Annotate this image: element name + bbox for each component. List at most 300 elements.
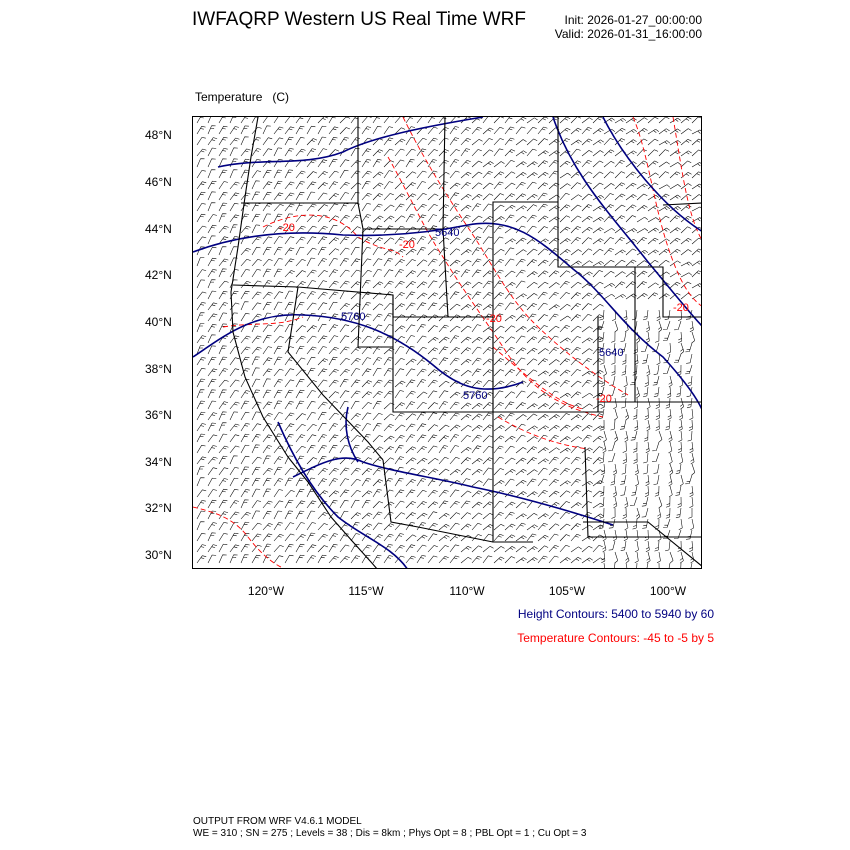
wind-barb (351, 227, 361, 233)
wind-barb (657, 354, 661, 365)
wind-barb (285, 117, 294, 123)
wind-barb (655, 541, 660, 551)
wind-barb (318, 402, 328, 409)
wind-barb (395, 149, 405, 156)
wind-barb (340, 556, 350, 563)
wind-barb (571, 457, 581, 464)
wind-barb (274, 467, 282, 475)
wind-barb (197, 467, 204, 475)
wind-barb (296, 226, 306, 233)
wind-barb (450, 160, 459, 168)
wind-barb (494, 237, 503, 244)
wind-barb (219, 137, 228, 145)
wind-barb (549, 347, 559, 354)
wind-barb (527, 534, 536, 541)
wind-barb (197, 237, 206, 244)
wind-barb (428, 469, 438, 475)
wind-barb (307, 523, 316, 531)
wind-barb (668, 409, 672, 420)
state-boundary (288, 287, 383, 460)
map-panel (192, 116, 702, 569)
wind-barb (494, 149, 503, 156)
wind-barb (384, 149, 394, 156)
lat-label-42: 42°N (145, 268, 172, 282)
wind-barb (373, 269, 382, 277)
wind-barb (538, 292, 548, 299)
wind-barb (417, 523, 426, 531)
wind-barb (659, 162, 670, 167)
wind-barb (549, 292, 559, 299)
wind-barb (274, 159, 283, 167)
wind-barb (450, 216, 460, 222)
wind-barb (274, 413, 283, 421)
wind-barb (614, 497, 617, 508)
wind-barb (692, 162, 702, 167)
wind-barb (252, 117, 260, 123)
wind-barb (615, 194, 625, 200)
wind-barb (428, 281, 437, 288)
wind-barb (373, 126, 382, 134)
wind-barb (241, 467, 249, 475)
wind-barb (582, 249, 592, 255)
wind-barb (656, 409, 660, 420)
wind-barb (643, 464, 648, 474)
wind-barb (527, 513, 537, 519)
wind-barb (667, 387, 671, 398)
wind-barb (472, 369, 481, 376)
wind-barb (395, 425, 405, 431)
wind-barb (406, 159, 415, 167)
wind-barb (549, 370, 559, 376)
wind-barb (428, 502, 438, 508)
wind-barb (241, 269, 250, 277)
wind-barb (252, 357, 260, 365)
wind-barb (406, 545, 415, 552)
wind-barb (494, 194, 504, 201)
wind-barb (351, 490, 361, 497)
wind-barb (516, 558, 527, 563)
wind-barb (624, 376, 628, 387)
wind-barb (230, 424, 239, 431)
wind-barb (252, 203, 260, 211)
wind-barb (645, 530, 649, 541)
wind-barb (483, 150, 493, 156)
wind-barb (505, 469, 516, 475)
wind-barb (450, 490, 459, 497)
wind-barb (601, 464, 605, 475)
wind-barb (296, 379, 304, 387)
wind-barb (593, 458, 603, 465)
wind-barb (461, 513, 471, 519)
wind-barb (329, 249, 339, 255)
wind-barb (274, 522, 283, 530)
wind-barb (461, 127, 471, 134)
wind-barb (527, 447, 537, 453)
wind-barb (230, 215, 239, 222)
wind-barb (263, 456, 271, 464)
wind-barb (307, 117, 316, 123)
wind-barb (296, 544, 304, 552)
wind-barb (362, 270, 372, 277)
wind-barb (329, 445, 337, 453)
wind-barb (307, 172, 317, 179)
wind-barb (439, 127, 449, 134)
wind-barb (560, 292, 570, 299)
wind-barb (593, 491, 603, 497)
wind-barb (428, 413, 437, 420)
temperature-contour-label: -20 (596, 393, 612, 405)
wind-barb (428, 370, 438, 376)
wind-barb (483, 556, 492, 563)
wind-barb (428, 204, 438, 211)
wind-barb (362, 381, 372, 388)
wind-barb (494, 182, 503, 189)
wind-barb (373, 248, 382, 256)
wind-barb (516, 348, 526, 354)
wind-barb (241, 181, 249, 189)
height-contour-legend: Height Contours: 5400 to 5940 by 60 (517, 607, 714, 621)
wind-barb (395, 139, 405, 145)
wind-barb (642, 563, 648, 569)
wind-barb (571, 128, 581, 134)
wind-barb (362, 149, 371, 156)
wind-barb (483, 292, 493, 299)
wind-barb (450, 326, 460, 332)
wind-barb (681, 262, 692, 266)
wind-barb (417, 446, 427, 453)
wind-barb (307, 458, 317, 465)
wind-barb (560, 535, 570, 542)
wind-barb (624, 563, 627, 569)
wind-barb (450, 183, 460, 189)
wind-barb (494, 370, 504, 377)
wind-barb (538, 490, 548, 497)
wind-barb (417, 513, 427, 519)
wind-barb (307, 326, 317, 333)
lat-label-38: 38°N (145, 362, 172, 376)
wind-barb (197, 511, 205, 519)
wind-barb (362, 468, 372, 475)
wind-barb (505, 413, 515, 420)
wind-barb (645, 409, 649, 420)
wind-barb (483, 337, 493, 344)
wind-barb (439, 469, 449, 475)
wind-barb (384, 258, 393, 266)
wind-barb (626, 183, 636, 189)
wind-barb (692, 464, 695, 475)
wind-barb (219, 247, 226, 255)
wind-barb (461, 194, 472, 200)
wind-barb (307, 556, 316, 564)
wind-barb (373, 391, 383, 398)
lon-label-115: 115°W (348, 584, 384, 598)
wind-barb (329, 325, 338, 332)
wind-barb (450, 304, 460, 310)
wind-barb (549, 403, 559, 409)
wind-barb (461, 447, 471, 453)
wind-barb (677, 563, 681, 569)
wind-barb (230, 478, 238, 486)
wind-barb (483, 248, 492, 255)
wind-barb (318, 468, 328, 475)
wind-barb (252, 467, 260, 475)
wind-barb (230, 358, 239, 365)
wind-barb (263, 501, 273, 508)
wind-barb (340, 203, 348, 211)
wind-barb (635, 475, 638, 486)
wind-barb (494, 138, 504, 145)
wind-barb (362, 402, 372, 409)
wind-barb (263, 468, 273, 475)
wind-barb (439, 556, 449, 563)
temperature-contour (673, 117, 702, 242)
wind-barb (384, 161, 394, 168)
wind-barb (307, 445, 316, 453)
wind-barb (461, 172, 471, 178)
wind-barb (560, 128, 570, 134)
wind-barb (483, 446, 493, 453)
wind-barb (648, 250, 659, 255)
wind-barb (679, 420, 683, 431)
wind-barb (461, 249, 472, 255)
wind-barb (461, 458, 471, 465)
wind-barb (219, 170, 227, 178)
wind-barb (505, 479, 514, 486)
wind-barb (439, 535, 450, 541)
wind-barb (318, 137, 326, 145)
wind-barb (428, 512, 437, 519)
wind-barb (670, 272, 681, 277)
wind-barb (296, 534, 306, 541)
height-contour-label: 5640 (599, 347, 624, 359)
wind-barb (362, 302, 371, 310)
wind-barb (642, 497, 648, 506)
wind-barb (637, 205, 647, 211)
wind-barb (208, 324, 217, 332)
temperature-contour (498, 417, 588, 449)
wind-barb (373, 489, 382, 497)
wind-barb (285, 424, 294, 431)
wind-barb (307, 336, 316, 343)
wind-barb (494, 557, 504, 563)
wind-barb (483, 524, 494, 530)
wind-barb (549, 171, 559, 178)
wind-barb (417, 336, 426, 343)
wind-barb (692, 207, 702, 211)
wind-barb (527, 226, 537, 233)
wind-barb (197, 412, 205, 420)
wind-barb (384, 117, 393, 123)
wind-barb (439, 545, 449, 552)
wind-barb (373, 347, 382, 355)
wind-barb (318, 281, 327, 288)
wind-barb (219, 500, 227, 508)
wind-barb (329, 238, 339, 244)
wind-barb (329, 357, 337, 365)
wind-barb (483, 138, 493, 145)
wind-barb (571, 425, 581, 431)
wind-barb (560, 370, 570, 376)
wind-barb (647, 398, 650, 409)
wind-barb (197, 192, 205, 200)
wind-barb (626, 260, 636, 266)
wind-barb (384, 380, 394, 387)
wind-barb (208, 446, 217, 454)
wind-barb (659, 239, 670, 244)
wind-barb (252, 281, 261, 288)
wind-barb (197, 214, 205, 222)
wind-barb (549, 271, 559, 277)
wind-barb (681, 194, 691, 200)
wind-barb (669, 376, 673, 387)
wind-barb (483, 359, 493, 365)
wind-barb (197, 424, 206, 432)
wind-barb (428, 545, 438, 552)
wind-barb (406, 359, 416, 365)
wind-barb (230, 182, 240, 189)
wind-barb (263, 335, 272, 343)
wind-barb (318, 435, 327, 443)
wind-barb (582, 216, 593, 222)
wind-barb (329, 380, 339, 387)
wind-barb (461, 326, 471, 332)
wind-barb (219, 357, 227, 365)
lat-label-44: 44°N (145, 222, 172, 236)
model-info-line1: OUTPUT FROM WRF V4.6.1 MODEL (193, 816, 362, 827)
wind-barb (621, 387, 626, 397)
wind-barb (505, 524, 515, 530)
wind-barb (351, 369, 360, 377)
wind-barb (571, 392, 581, 398)
wind-barb (450, 392, 460, 398)
wind-barb (428, 337, 438, 343)
lon-label-100: 100°W (649, 584, 687, 598)
wind-barb (686, 530, 692, 539)
wind-barb (208, 357, 216, 365)
wind-barb (318, 359, 328, 365)
wind-barb (208, 435, 217, 442)
wind-barb (648, 161, 658, 167)
wind-barb (197, 434, 205, 442)
wind-barb (296, 414, 306, 421)
wind-barb (642, 508, 648, 517)
wind-barb (505, 303, 514, 310)
wind-barb (604, 228, 615, 233)
wind-barb (241, 259, 251, 266)
wind-barb (395, 478, 404, 486)
wind-barb (516, 216, 526, 222)
wind-barb (624, 310, 628, 321)
wind-barb (197, 401, 205, 409)
height-contour (293, 458, 613, 525)
temperature-contour-legend: Temperature Contours: -45 to -5 by 5 (517, 631, 714, 645)
wind-barb (688, 431, 692, 441)
wind-barb (241, 401, 249, 409)
wind-barb (549, 360, 560, 366)
wind-barb (373, 194, 383, 201)
wind-barb (527, 337, 537, 343)
wind-barb (620, 486, 626, 496)
wind-barb (340, 347, 349, 354)
wind-barb (656, 420, 660, 431)
wind-barb (285, 182, 294, 189)
wind-barb (285, 369, 294, 376)
wind-barb (373, 423, 382, 431)
wind-barb (681, 161, 691, 167)
wind-barb (406, 271, 416, 277)
wind-barb (252, 501, 261, 508)
wind-barb (516, 403, 526, 410)
wind-barb (582, 238, 592, 244)
wind-barb (648, 283, 659, 288)
wind-barb (219, 544, 227, 552)
wind-barb (681, 129, 692, 134)
wind-barb (252, 368, 260, 376)
wind-barb (241, 347, 250, 354)
wind-barb (263, 446, 272, 454)
wind-barb (241, 423, 250, 431)
wind-barb (252, 149, 261, 157)
wind-barb (527, 392, 537, 398)
wind-barb (263, 347, 272, 354)
wind-barb (439, 524, 449, 530)
wind-barb (560, 173, 571, 178)
lon-label-110: 110°W (449, 584, 485, 598)
wind-barb (461, 337, 471, 343)
wind-barb (307, 303, 316, 310)
wind-barb (252, 457, 262, 464)
wind-barb (472, 425, 482, 431)
wind-barb (296, 271, 306, 278)
wind-barb (395, 545, 405, 552)
wind-barb (263, 523, 273, 530)
wind-barb (593, 217, 604, 222)
wind-barb (208, 457, 218, 464)
wind-barb (593, 545, 603, 552)
wind-barb (362, 545, 372, 552)
wind-barb (505, 205, 515, 211)
wind-barb (571, 336, 581, 343)
wind-barb (340, 137, 349, 145)
wind-barb (646, 541, 650, 552)
wind-barb (494, 205, 504, 211)
wind-barb (676, 508, 681, 518)
wind-barb (642, 519, 648, 528)
wind-barb (263, 379, 271, 387)
wind-barb (241, 149, 250, 156)
wind-barb (663, 321, 670, 330)
wind-barb (395, 391, 404, 399)
wind-barb (483, 491, 494, 497)
wind-barb (428, 391, 437, 398)
wind-barb (406, 303, 415, 310)
wind-barb (549, 512, 559, 519)
wind-barb (472, 458, 483, 464)
wind-barb (406, 204, 415, 211)
wind-barb (274, 357, 282, 365)
wind-barb (615, 272, 626, 277)
wind-barb (351, 160, 361, 167)
wind-barb (644, 431, 648, 441)
wind-barb (219, 555, 227, 563)
wind-barb (686, 563, 692, 569)
wind-barb (538, 249, 548, 255)
wind-barb (582, 404, 593, 409)
wind-barb (329, 258, 338, 266)
wind-barb (208, 126, 216, 134)
wind-barb (384, 313, 393, 321)
wind-barb (538, 359, 548, 365)
